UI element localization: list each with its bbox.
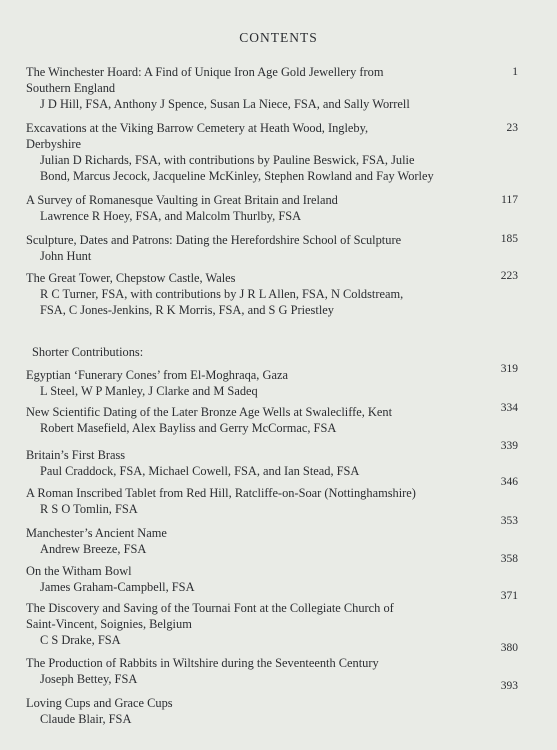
toc-entry — [26, 655, 516, 687]
entry-authors: FSA, C Jones-Jenkins, R K Morris, FSA, and S G Priestley — [40, 303, 334, 317]
entry-authors: Andrew Breeze, FSA — [40, 542, 147, 556]
toc-entry — [26, 192, 516, 224]
entry-authors: Paul Craddock, FSA, Michael Cowell, FSA, and Ian Stead, FSA — [40, 464, 360, 478]
entry-authors: C S Drake, FSA — [40, 633, 121, 647]
entry-title: Britain’s First Brass — [26, 448, 126, 462]
entry-authors: Bond, Marcus Jecock, Jacqueline McKinley, Stephen Rowland and Fay Worley — [40, 169, 434, 183]
entry-authors: R C Turner, FSA, with contributions by J R L Allen, FSA, N Coldstream, — [40, 287, 404, 301]
entry-page-number: 185 — [500, 233, 518, 245]
entry-title: A Roman Inscribed Tablet from Red Hill, Ratcliffe-on-Soar (Nottinghamshire) — [26, 486, 416, 500]
entry-authors: R S O Tomlin, FSA — [40, 502, 138, 516]
entry-authors: Joseph Bettey, FSA — [40, 672, 138, 686]
toc-entry — [26, 563, 516, 595]
entry-authors: L Steel, W P Manley, J Clarke and M Sadeq — [40, 384, 258, 398]
entry-title: Egyptian ‘Funerary Cones’ from El-Moghraqa, Gaza — [26, 368, 288, 382]
section-label: Shorter Contributions: — [32, 345, 144, 359]
toc-entry — [26, 695, 516, 727]
entry-authors: Lawrence R Hoey, FSA, and Malcolm Thurlby, FSA — [40, 209, 302, 223]
entry-page-number: 353 — [500, 515, 518, 527]
toc-entry — [26, 447, 516, 479]
entry-authors: James Graham-Campbell, FSA — [40, 580, 195, 594]
toc-entry — [26, 367, 516, 399]
toc-entry — [26, 485, 516, 517]
entry-page-number: 319 — [500, 363, 518, 375]
entry-title: The Winchester Hoard: A Find of Unique Iron Age Gold Jewellery from — [26, 65, 384, 79]
entry-title: On the Witham Bowl — [26, 564, 132, 578]
entry-page-number: 1 — [512, 66, 518, 78]
entry-page-number: 23 — [506, 122, 518, 134]
toc-entry — [26, 525, 516, 557]
entry-title: New Scientific Dating of the Later Bronze Age Wells at Swalecliffe, Kent — [26, 405, 393, 419]
toc-entry — [26, 600, 516, 648]
entry-title: Saint-Vincent, Soignies, Belgium — [26, 617, 192, 631]
entry-authors: J D Hill, FSA, Anthony J Spence, Susan La Niece, FSA, and Sally Worrell — [40, 97, 410, 111]
entry-page-number: 117 — [501, 194, 518, 206]
entry-title: The Great Tower, Chepstow Castle, Wales — [26, 271, 236, 285]
entry-page-number: 393 — [500, 680, 518, 692]
toc-entry — [26, 270, 516, 318]
entry-authors: Claude Blair, FSA — [40, 712, 132, 726]
toc-entry — [26, 64, 516, 112]
entry-authors: Robert Masefield, Alex Bayliss and Gerry McCormac, FSA — [40, 421, 337, 435]
entry-title: Derbyshire — [26, 137, 82, 151]
entry-title: Sculpture, Dates and Patrons: Dating the Herefordshire School of Sculpture — [26, 233, 402, 247]
entry-page-number: 223 — [500, 270, 518, 282]
toc-entry — [26, 232, 516, 264]
entry-page-number: 358 — [500, 553, 518, 565]
entry-page-number: 371 — [500, 590, 518, 602]
toc-entry — [26, 120, 516, 184]
entry-authors: John Hunt — [40, 249, 92, 263]
entry-page-number: 380 — [500, 642, 518, 654]
entry-page-number: 334 — [500, 402, 518, 414]
entry-title: The Production of Rabbits in Wiltshire during the Seventeenth Century — [26, 656, 379, 670]
entry-title: Loving Cups and Grace Cups — [26, 696, 173, 710]
entry-title: Excavations at the Viking Barrow Cemetery at Heath Wood, Ingleby, — [26, 121, 369, 135]
page-heading: CONTENTS — [239, 30, 318, 45]
entry-page-number: 346 — [500, 476, 518, 488]
entry-title: A Survey of Romanesque Vaulting in Great Britain and Ireland — [26, 193, 338, 207]
entry-title: Manchester’s Ancient Name — [26, 526, 167, 540]
toc-entry — [26, 404, 516, 436]
entry-authors: Julian D Richards, FSA, with contributions by Pauline Beswick, FSA, Julie — [40, 153, 415, 167]
entry-title: Southern England — [26, 81, 116, 95]
entry-title: The Discovery and Saving of the Tournai Font at the Collegiate Church of — [26, 601, 394, 615]
entry-page-number: 339 — [500, 440, 518, 452]
